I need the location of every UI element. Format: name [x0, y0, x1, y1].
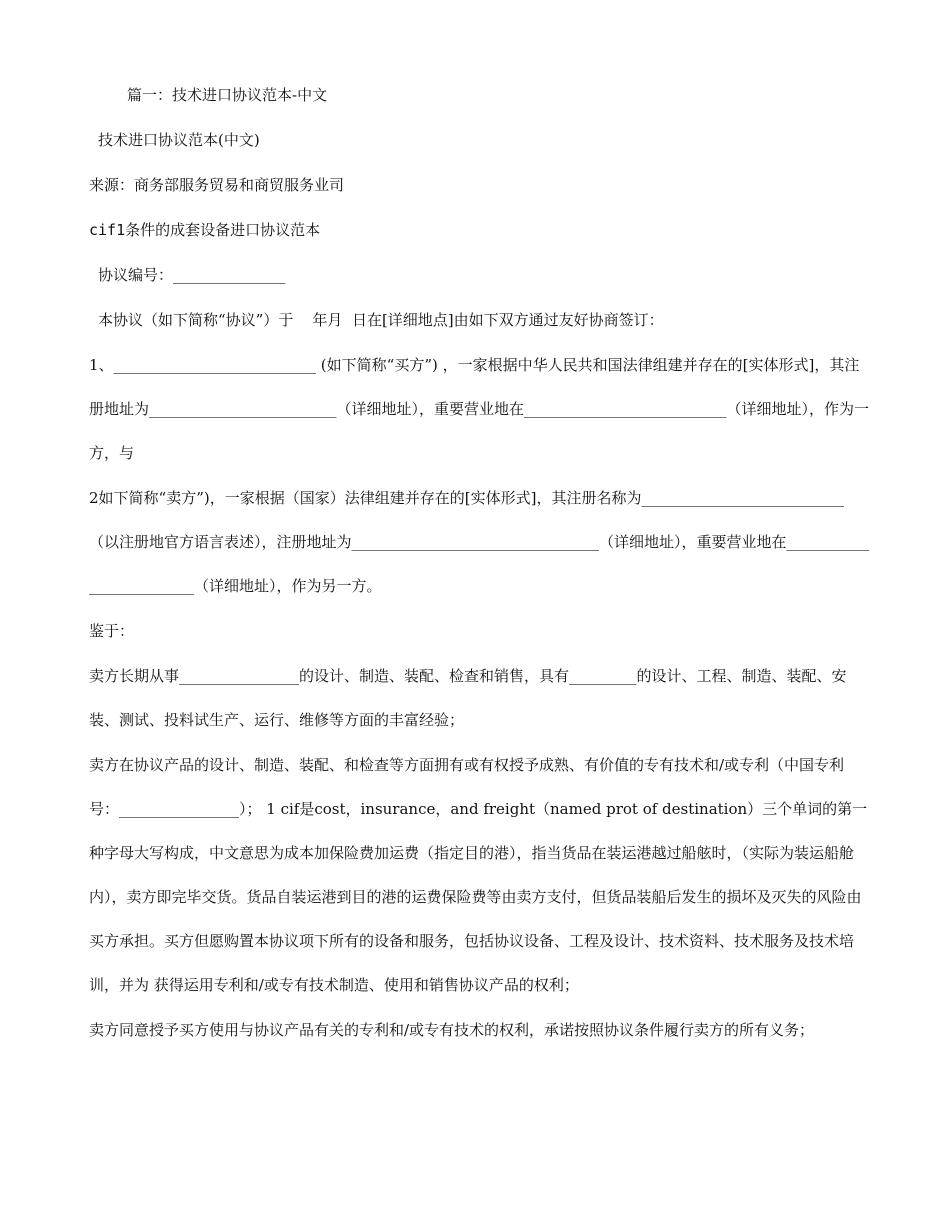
seller-paragraph: 2如下简称“卖方”)，一家根据（国家）法律组建并存在的[实体形式]，其注册名称为___________________________（以注册地官方语言表述），注册地址为_________________________________（详细地址），重要营业地在_________________________（详细地址），作为另一方。: [89, 489, 870, 595]
document-heading: 篇一：技术进口协议范本-中文: [127, 86, 328, 104]
recital-technology: 卖方在协议产品的设计、制造、装配、和检查等方面拥有或有权授予成熟、有价值的专有技术和/或专利（中国专利号：________________）； 1 cif是cost，insurance，and freight（named prot of destination）三个单词的第一种字母大写构成，中文意思为成本加保险费加运费（指定目的港），指当货品在装运港越过船舷时，（实际为装运船舱内），卖方即完毕交货。货品自装运港到目的港的运费保险费等由卖方支付，但货品装船后发生的损坏及灭失的风险由买方承担。买方但愿购置本协议项下所有的设备和服务，包括协议设备、工程及设计、技术资料、技术服务及技术培训，并为 获得运用专利和/或专有技术制造、使用和销售协议产品的权利；: [89, 756, 868, 994]
recital-experience: 卖方长期从事________________的设计、制造、装配、检查和销售，具有_________的设计、工程、制造、装配、安装、测试、投料试生产、运行、维修等方面的丰富经验；: [89, 667, 847, 729]
buyer-paragraph: 1、___________________________ (如下简称“买方”) ，一家根据中华人民共和国法律组建并存在的[实体形式]，其注册地址为_________________________（详细地址），重要营业地在___________________________（详细地址），作为一方，与: [89, 356, 870, 462]
contract-intro: 本协议（如下简称“协议”）于 年月 日在[详细地点]由如下双方通过友好协商签订：: [98, 311, 664, 329]
whereas-heading: 鉴于：: [89, 622, 135, 640]
contract-number: 协议编号：_______________: [98, 266, 286, 284]
contract-type: cif1条件的成套设备进口协议范本: [89, 221, 321, 239]
recital-license: 卖方同意授予买方使用与协议产品有关的专利和/或专有技术的权利，承诺按照协议条件履行卖方的所有义务；: [89, 1021, 815, 1039]
document-subtitle: 技术进口协议范本(中文): [98, 131, 260, 149]
document-source: 来源：商务部服务贸易和商贸服务业司: [89, 176, 345, 194]
